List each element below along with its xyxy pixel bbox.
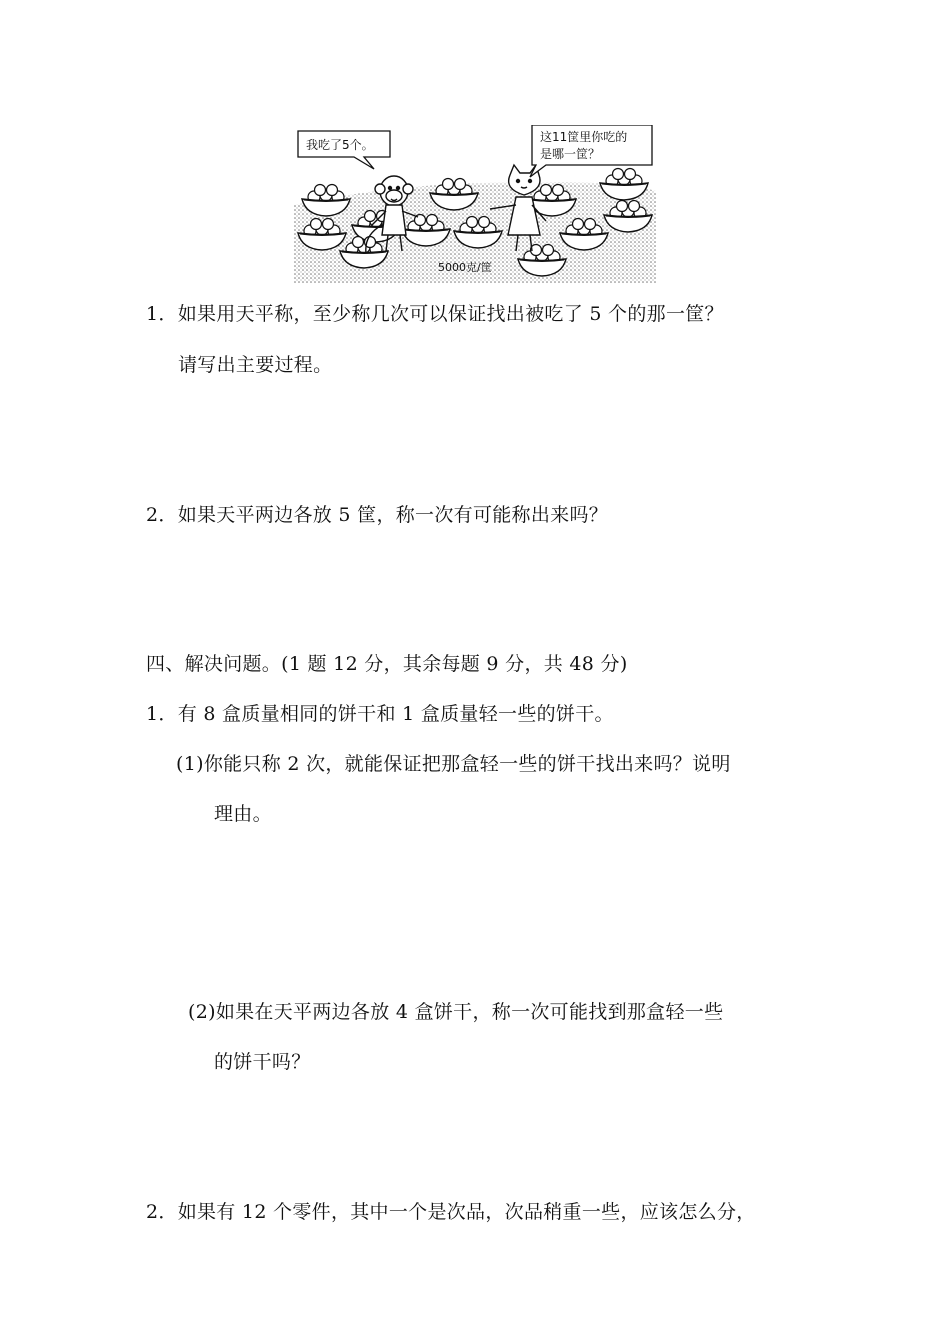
question-4-1-1-line1: (1)你能只称 2 次，就能保证把那盒轻一些的饼干找出来吗？说明 <box>176 753 731 775</box>
monkey-bubble-text: 我吃了5个。 <box>306 138 374 152</box>
cat-bubble-line2: 是哪一筐？ <box>540 147 601 161</box>
basket <box>302 185 350 217</box>
question-3-1-line2: 请写出主要过程。 <box>178 354 333 376</box>
question-4-1-2-line2: 的饼干吗？ <box>214 1051 311 1073</box>
question-4-1-1-line2: 理由。 <box>214 803 272 825</box>
question-4-1: 1．有 8 盒质量相同的饼干和 1 盒质量轻一些的饼干。 <box>146 703 614 725</box>
section-4-heading: 四、解决问题。(1 题 12 分，其余每题 9 分，共 48 分) <box>146 653 628 675</box>
basket <box>430 179 478 211</box>
question-4-1-2-line1: (2)如果在天平两边各放 4 盒饼干，称一次可能找到那盒轻一些 <box>188 1001 724 1023</box>
question-4-2: 2．如果有 12 个零件，其中一个是次品，次品稍重一些，应该怎么分， <box>146 1201 756 1223</box>
weight-label: 5000克/筐 <box>438 261 492 274</box>
cat-bubble-line1: 这11筐里你吃的 <box>540 130 628 144</box>
question-3-2: 2．如果天平两边各放 5 筐，称一次有可能称出来吗？ <box>146 504 609 526</box>
question-3-1-line1: 1．如果用天平称，至少称几次可以保证找出被吃了 5 个的那一筐？ <box>146 303 724 325</box>
basket <box>600 169 648 201</box>
monkey-speech-bubble <box>298 131 390 169</box>
baskets-illustration <box>294 125 656 283</box>
